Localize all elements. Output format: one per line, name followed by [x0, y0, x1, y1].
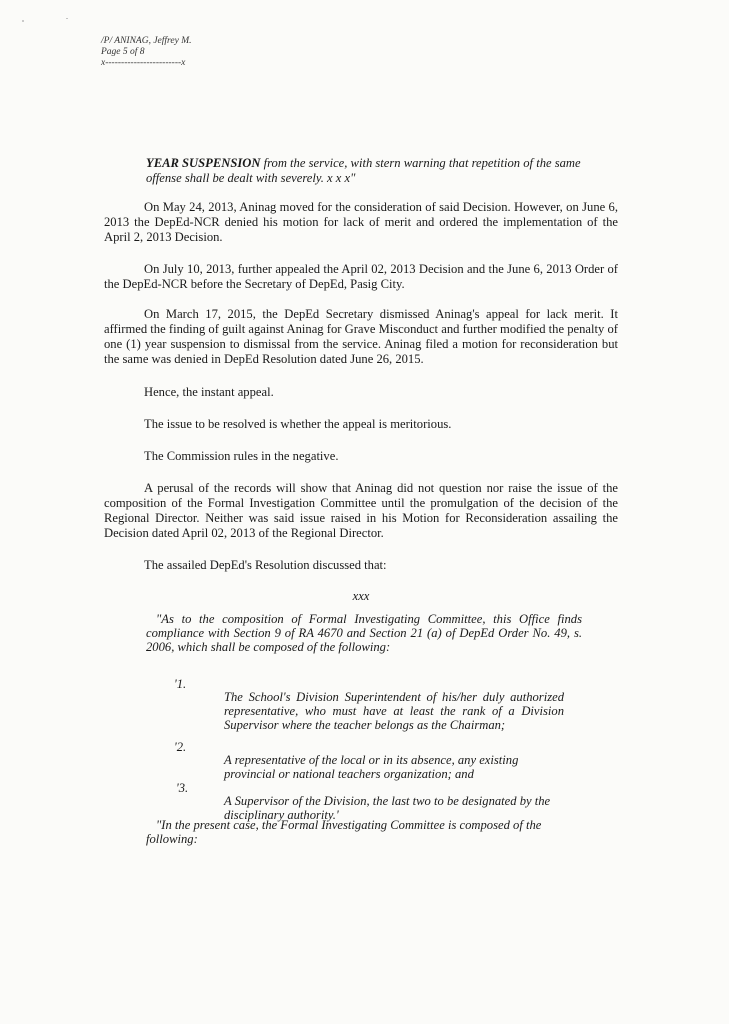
page-header: [101, 36, 192, 69]
list-item-number: '1.: [174, 677, 187, 691]
scan-speck: [22, 20, 24, 22]
quote-committee-intro: "As to the composition of Formal Investigating Committee, this Office finds compliance with Section 9 of RA 4670 and Section 21 (a) of DepEd Order No. 49, s. 2006, which shall be composed of the following:: [146, 612, 582, 654]
quote-bold-phrase: YEAR SUSPENSION: [146, 156, 261, 170]
quote-ellipsis: xxx: [352, 589, 370, 603]
paragraph-issue: The issue to be resolved is whether the appeal is meritorious.: [144, 417, 452, 431]
list-item-text: The School's Division Superintendent of his/her duly authorized representative, who must have at least the rank of a Division Supervisor where the teacher belongs as the Chairman;: [224, 689, 564, 732]
header-page-number: Page 5 of 8: [101, 47, 145, 57]
quote-present-case: "In the present case, the Formal Investigating Committee is composed of the following:: [146, 818, 542, 846]
paragraph-appeal: On July 10, 2013, further appealed the April 02, 2013 Decision and the June 6, 2013 Order of the DepEd-NCR before the Secretary of DepEd, Pasig City.: [104, 262, 618, 291]
quote-continuation: YEAR SUSPENSION from the service, with stern warning that repetition of the same offense shall be dealt with severely. x x x": [146, 156, 581, 185]
paragraph-motion: On May 24, 2013, Aninag moved for the consideration of said Decision. However, on June 6, 2013 the DepEd-NCR denied his motion for lack of merit and ordered the implementation of the April 2, 2013 Decision.: [104, 200, 618, 244]
paragraph-instant-appeal: Hence, the instant appeal.: [144, 385, 274, 399]
paragraph-perusal: A perusal of the records will show that Aninag did not question nor raise the issue of the composition of the Formal Investigation Committee until the promulgation of the decision of the Regional Director. Neither was said issue raised in his Motion for Reconsideration assailing the Decision dated April 02, 2013 of the Regional Director.: [104, 481, 618, 540]
scan-speck: [66, 18, 68, 19]
paragraph-resolution-intro: The assailed DepEd's Resolution discussed that:: [144, 558, 387, 572]
paragraph-dismissal: On March 17, 2015, the DepEd Secretary dismissed Aninag's appeal for lack merit. It affirmed the finding of guilt against Aninag for Grave Misconduct and further modified the penalty of one (1) year suspension to dismissal from the service. Aninag filed a motion for reconsideration but the same was denied in DepEd Resolution dated June 26, 2015.: [104, 307, 618, 366]
list-item-number: '2.: [174, 740, 187, 754]
list-item-text: A representative of the local or in its absence, any existing provincial or national teachers organization; and: [224, 752, 519, 781]
header-separator: x------------------------x: [101, 58, 186, 68]
header-case-name: /P/ ANINAG, Jeffrey M.: [101, 36, 192, 46]
list-item-text: A Supervisor of the Division, the last two to be designated by the disciplinary authority.': [224, 793, 551, 822]
list-item-number: '3.: [176, 781, 189, 795]
paragraph-ruling: The Commission rules in the negative.: [144, 449, 339, 463]
